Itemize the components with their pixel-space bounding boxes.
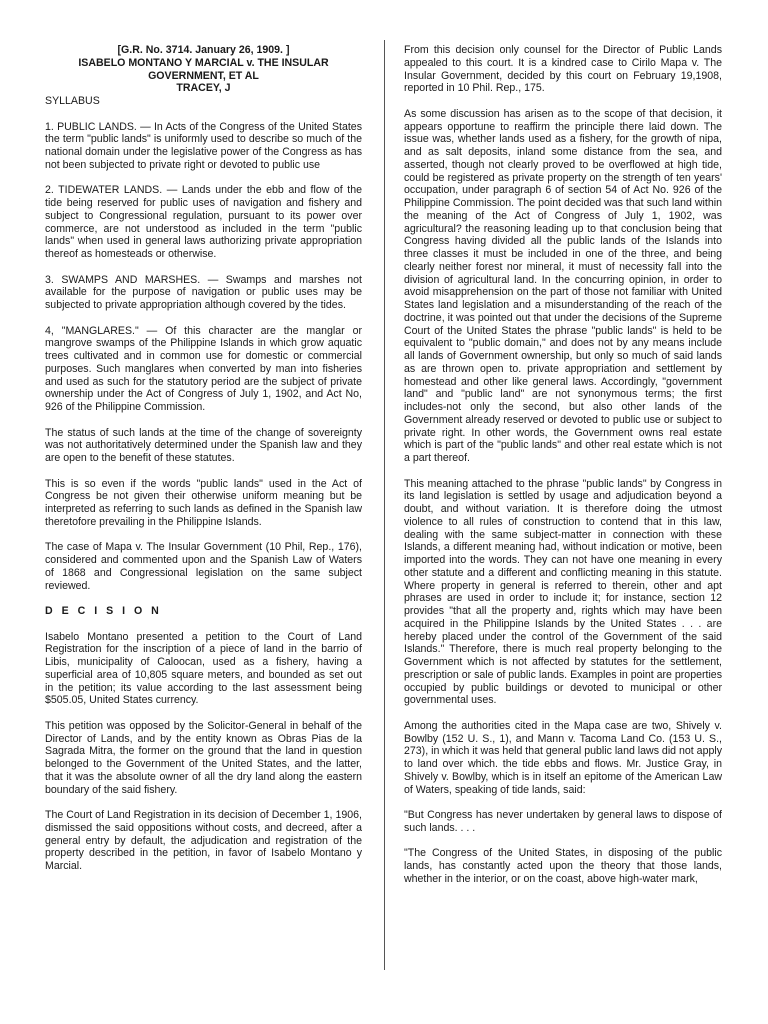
- decision-paragraph: Among the authorities cited in the Mapa case are two, Shively v. Bowlby (152 U. S., 1), and Mann v. Tacoma Land Co. (153 U. S., 273), in which it was held that general public land laws did not apply to land over which. the tide ebbs and flows. Mr. Justice Gray, in Shively v. Bowlby, which is in itself an epitome of the American Law of Waters, speaking of tide lands, said:: [404, 719, 723, 796]
- decision-paragraph: As some discussion has arisen as to the scope of that decision, it appears opportune to reaffirm the principle there laid down. The issue was, whether lands used as a fishery, for the growth of nipa, and as salt deposits, inland some distance from the sea, and asserted, though not clearly proved to be overflowed at high tide, could be registered as private property on the strength of ten years' occupation, under paragraph 6 of section 54 of Act No. 926 of the Philippine Commission. The point decided was that such land within the meaning of the Act of Congress of July 1, 1902, was agricultural? the reasoning leading up to that conclusion being that Congress having divided all the public lands of the Islands into three classes it must be included in one of the three, and being clearly neither forest nor mineral, it must of necessity fall into the division of agricultural land. In the concurring opinion, in order to avoid misapprehension on the part of those not familiar with United States land legislation and a misunderstanding of the reach of the doctrine, it was pointed out that under the decisions of the Supreme Court of the United States the phrase "public lands" is held to be equivalent to "public domain," and does not by any means include all lands of Government ownership, but only so much of said lands as are thrown open to. private appropriation and settlement by homestead and other like general laws. Accordingly, "government land" and "public land" are not synonymous terms; the first includes-not only the second, but also other lands of the Government already reserved or devoted to public use or subject to private right. In other words, the Government owns real estate which is part of the "public lands" and other real estate which is not a part thereof.: [404, 107, 722, 464]
- decision-heading: D E C I S I O N: [45, 605, 162, 617]
- syllabus-label: SYLLABUS: [45, 95, 100, 107]
- decision-paragraph: From this decision only counsel for the Director of Public Lands appealed to this court. It is a kindred case to Cirilo Mapa v. The Insular Government, decided by this court on February 19,1908, reported in 10 Phil. Rep., 175.: [404, 44, 722, 95]
- case-header: [45, 44, 362, 95]
- ponente: TRACEY, J: [176, 82, 231, 95]
- syllabus-paragraph: The case of Mapa v. The Insular Government (10 Phil, Rep., 176), considered and commented upon and the Spanish Law of Waters of 1868 and Congressional legislation on the same subject reviewed.: [45, 541, 362, 592]
- syllabus-paragraph: 3. SWAMPS AND MARSHES. — Swamps and marshes not available for the purpose of navigation or public uses may be subjected to private appropriation although covered by the tides.: [45, 273, 362, 311]
- decision-paragraph: Isabelo Montano presented a petition to the Court of Land Registration for the inscription of a piece of land in the barrio of Libis, municipality of Caloocan, used as a fishery, having a superficial area of 10,805 square meters, and bounded as set out in the petition; its value according to the last assessment being $505.05, United States currency.: [45, 630, 362, 707]
- syllabus-paragraph: This is so even if the words "public lands" used in the Act of Congress be not given their otherwise uniform meaning but be interpreted as referring to such lands as defined in the Spanish law theretofore prevailing in the Philippine Islands.: [45, 477, 362, 528]
- decision-paragraph: The Court of Land Registration in its decision of December 1, 1906, dismissed the said oppositions without costs, and decreed, after a general entry by default, the adjudication and registration of the property described in the petition, in favor of Isabelo Montano y Marcial.: [45, 809, 362, 872]
- left-column: [45, 44, 362, 886]
- quoted-paragraph: "But Congress has never undertaken by general laws to dispose of such lands. . . .: [404, 809, 722, 834]
- syllabus-paragraph: 4, "MANGLARES." — Of this character are the manglar or mangrove swamps of the Philippine Islands in which grow aquatic trees cultivated and in common use for domestic or commercial purposes. Such manglares when converted by man into fisheries and used as such for the statutory period are the subject of private ownership under the Act of Congress of July 1, 1902, and Act No, 926 of the Philippine Commission.: [45, 324, 362, 413]
- right-column: [404, 44, 722, 898]
- decision-paragraph: This meaning attached to the phrase "public lands" by Congress in its land legislation is settled by usage and adjudication beyond a doubt, and without variation. It is therefore doing the utmost violence to all rules of construction to contend that in this law, dealing with the same subject-matter in connection with these Islands, a different meaning had, without indication or motive, been imported into the words. They can not have one meaning in every other statute and a different and conflicting meaning in this statute. Where property in general is referred to therein, other and apt phrases are used in order to include it; for instance, section 12 provides "that all the property and, rights which may have been acquired in the Philippine Islands by the United States . . . are hereby placed under the control of the Government of the said Islands." Therefore, there is much real property belonging to the Government which is not affected by statutes for the settlement, prescription or sale of public lands. Examples in point are properties occupied by public buildings or devoted to municipal or other governmental uses.: [404, 477, 722, 707]
- case-title-line-1: ISABELO MONTANO Y MARCIAL v. THE INSULAR: [78, 56, 329, 69]
- decision-paragraph: This petition was opposed by the Solicitor-General in behalf of the Director of Lands, and by the entity known as Obras Pias de la Sagrada Mitra, the former on the ground that the land in question belonged to the Government of the United States, and the latter, that it was the absolute owner of all the dry land along the eastern boundary of the said fishery.: [45, 719, 362, 796]
- column-divider: [384, 40, 385, 970]
- syllabus-paragraph: 2. TIDEWATER LANDS. — Lands under the ebb and flow of the tide being reserved for public uses of navigation and fishery and subject to Congressional regulation, pursuant to its power over commerce, are not understood as included in the term "public lands" when used in general laws authorizing private appropriation thereof as homesteads or otherwise.: [45, 184, 362, 260]
- case-number: [G.R. No. 3714. January 26, 1909. ]: [117, 44, 290, 56]
- case-title-line-2: GOVERNMENT, ET AL: [148, 69, 259, 82]
- quoted-paragraph: "The Congress of the United States, in disposing of the public lands, has constantly acted upon the theory that those lands, whether in the interior, or on the coast, above high-water mark,: [404, 847, 722, 885]
- syllabus-paragraph: 1. PUBLIC LANDS. — In Acts of the Congress of the United States the term "public lands" is uniformly used to describe so much of the national domain under the legislative power of the Congress as has not been subjected to private right or devoted to public use: [45, 120, 362, 171]
- syllabus-paragraph: The status of such lands at the time of the change of sovereignty was not authoritatively determined under the Spanish law and they are open to the benefit of these statutes.: [45, 426, 362, 464]
